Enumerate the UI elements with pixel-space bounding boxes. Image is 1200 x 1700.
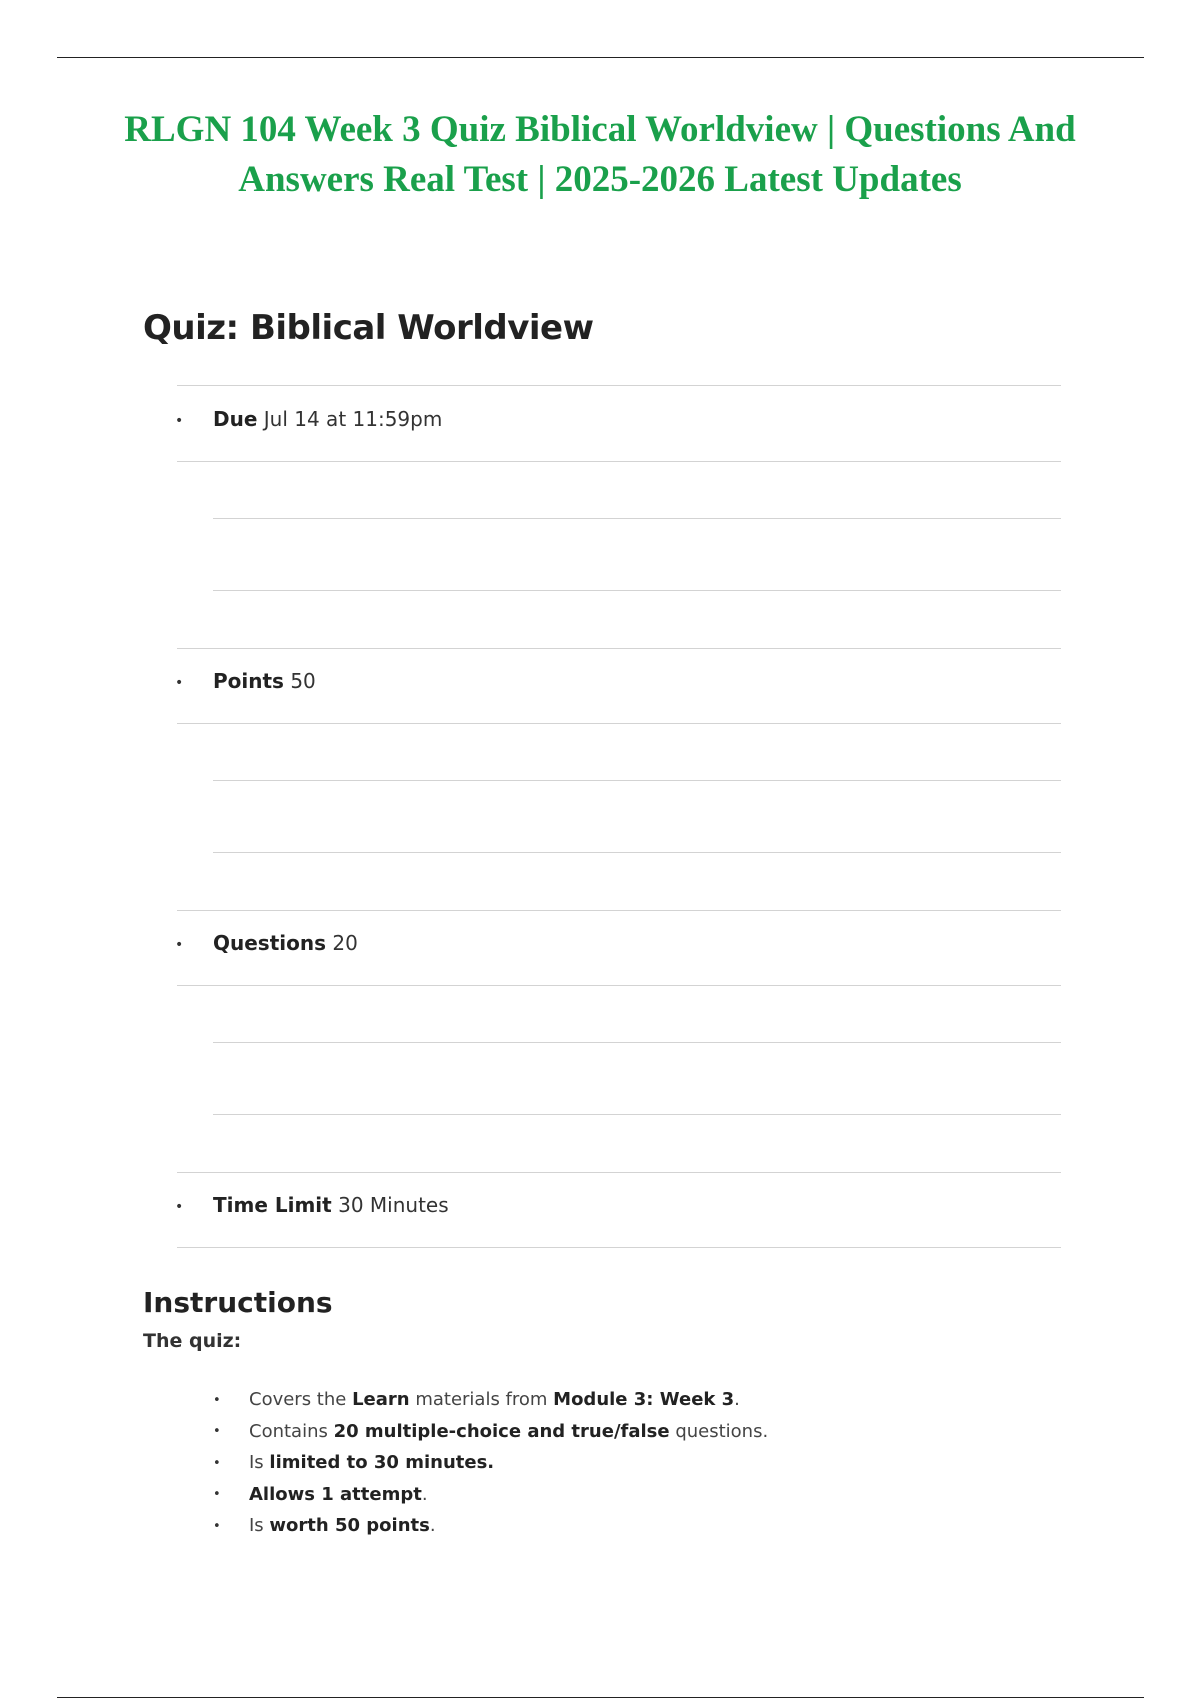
item-emphasis: Module 3: Week 3: [553, 1389, 735, 1410]
detail-value: 50: [283, 669, 316, 693]
detail-label: Points: [213, 669, 284, 693]
document-title-line-1: RLGN 104 Week 3 Quiz Biblical Worldview | Questions And: [124, 109, 1076, 150]
divider: [177, 385, 1061, 386]
detail-label: Questions: [213, 931, 327, 955]
instructions-intro: The quiz:: [143, 1330, 242, 1352]
item-text: .: [734, 1389, 740, 1410]
divider: [213, 852, 1061, 853]
item-text: .: [421, 1483, 428, 1505]
item-text: Is: [249, 1515, 270, 1536]
instructions-heading: Instructions: [143, 1286, 333, 1319]
item-text: Is: [249, 1452, 270, 1473]
divider: [213, 518, 1061, 519]
document-title-line-2: Answers Real Test | 2025-2026 Latest Updates: [238, 159, 962, 200]
item-emphasis: Learn: [352, 1389, 410, 1410]
bullet: •: [175, 1198, 184, 1215]
bullet: •: [213, 1455, 221, 1471]
item-text: .: [429, 1515, 436, 1536]
quiz-heading: Quiz: Biblical Worldview: [143, 308, 594, 348]
divider: [177, 910, 1061, 911]
bullet: •: [175, 674, 184, 691]
detail-value: Jul 14 at 11:59pm: [257, 407, 443, 431]
bullet: •: [213, 1424, 221, 1439]
divider: [213, 1114, 1061, 1115]
bottom-rule: [57, 1697, 1144, 1698]
detail-label: Due: [213, 407, 258, 431]
item-text: Contains: [249, 1420, 334, 1442]
divider: [177, 1172, 1061, 1173]
divider: [213, 590, 1061, 591]
instructions-list: [213, 1384, 768, 1542]
detail-points: [175, 669, 316, 695]
item-emphasis: limited to 30 minutes.: [269, 1452, 495, 1473]
divider: [177, 723, 1061, 724]
item-emphasis: worth 50 points: [269, 1515, 430, 1536]
bullet: •: [175, 412, 184, 429]
item-emphasis: 20 multiple-choice and true/false: [333, 1420, 670, 1442]
divider: [177, 985, 1061, 986]
list-item: [213, 1447, 768, 1479]
bullet: •: [213, 1487, 221, 1502]
list-item: [213, 1510, 768, 1542]
item-emphasis: Allows 1 attempt: [249, 1483, 422, 1505]
detail-questions: [175, 931, 358, 957]
bullet: •: [213, 1392, 221, 1408]
divider: [177, 1247, 1061, 1248]
item-text: questions.: [669, 1420, 769, 1442]
detail-due: [175, 407, 442, 433]
divider: [177, 648, 1061, 649]
detail-value: 20: [326, 931, 358, 955]
divider: [177, 461, 1061, 462]
document-title: [60, 105, 1140, 205]
list-item: [213, 1416, 768, 1448]
bullet: •: [213, 1518, 221, 1534]
detail-value: 30 Minutes: [331, 1193, 449, 1217]
bullet: •: [175, 936, 184, 953]
divider: [213, 1042, 1061, 1043]
top-rule: [57, 57, 1144, 58]
detail-label: Time Limit: [213, 1193, 332, 1217]
list-item: [213, 1479, 768, 1511]
item-text: materials from: [409, 1389, 554, 1410]
divider: [213, 780, 1061, 781]
detail-time-limit: [175, 1193, 449, 1219]
item-text: Covers the: [249, 1389, 353, 1410]
list-item: [213, 1384, 768, 1416]
